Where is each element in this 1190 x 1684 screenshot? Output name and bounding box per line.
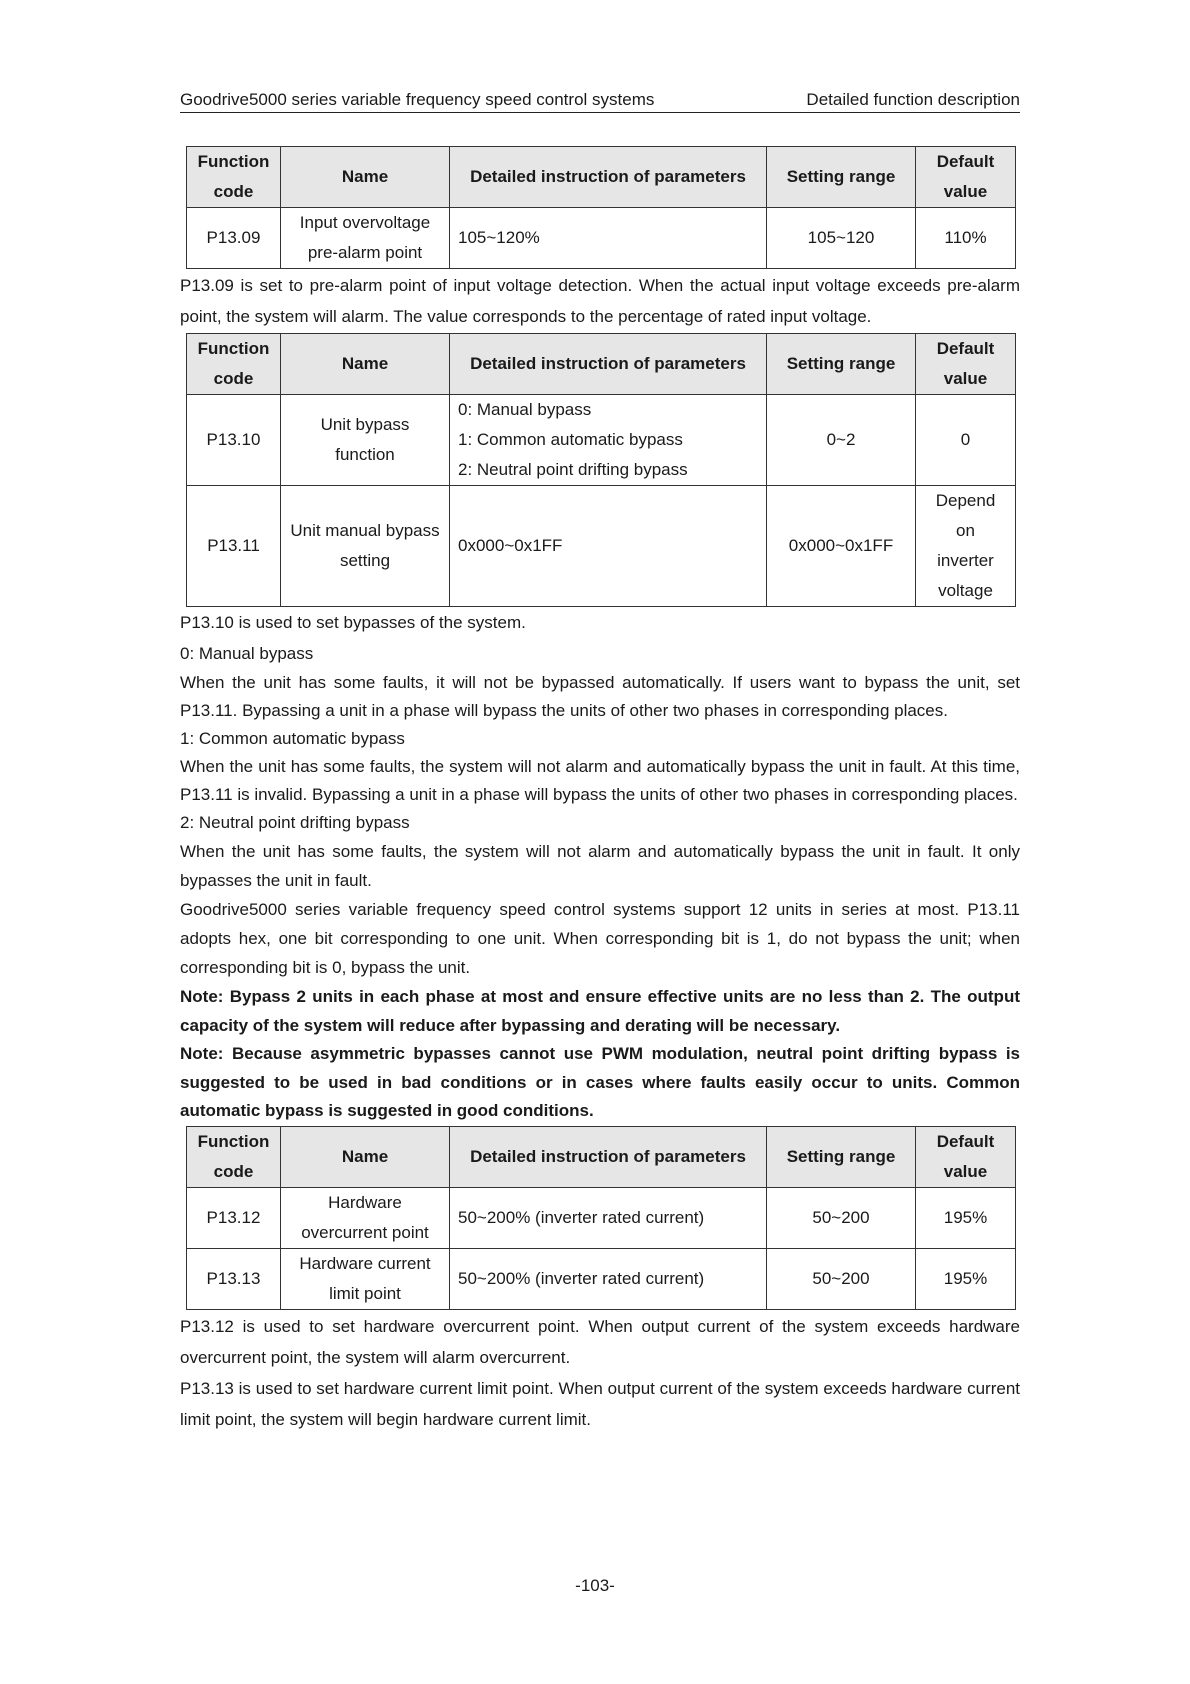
col-name: Name (281, 334, 450, 395)
col-range: Setting range (767, 147, 916, 208)
cell-name: Unit bypass function (281, 395, 450, 486)
note-paragraph: Note: Because asymmetric bypasses cannot use PWM modulation, neutral point drifting bypass is suggested to be used in bad conditions or in cases where faults easily occur to units. Common automatic bypass is suggested in good conditions. (180, 1044, 1020, 1120)
col-function-code: Function code (187, 1126, 281, 1187)
table-row (187, 486, 1016, 607)
cell-detail: 0: Manual bypass 1: Common automatic bypass 2: Neutral point drifting bypass (450, 395, 767, 486)
col-default: Default value (916, 334, 1016, 395)
table-row (187, 208, 1016, 269)
body-paragraph: Goodrive5000 series variable frequency speed control systems support 12 units in series at most. P13.11 adopts hex, one bit corresponding to one unit. When corresponding bit is 1, do not bypass the unit; when corresponding bit is 0, bypass the unit. (180, 900, 1020, 977)
paragraph-p13-09: P13.09 is set to pre-alarm point of input voltage detection. When the actual input voltage exceeds pre-alarm point, the system will alarm. The value corresponds to the percentage of rated input voltage. (180, 276, 1020, 326)
overcurrent-description (180, 1311, 1020, 1435)
param-table-p13-10 (186, 333, 1016, 607)
cell-code: P13.10 (187, 395, 281, 486)
cell-name: Unit manual bypass setting (281, 486, 450, 607)
col-range: Setting range (767, 334, 916, 395)
cell-default: 195% (916, 1187, 1016, 1248)
cell-code: P13.12 (187, 1187, 281, 1248)
body-paragraph: 0: Manual bypass (180, 643, 314, 663)
body-paragraph: 1: Common automatic bypass (180, 729, 405, 748)
col-detail: Detailed instruction of parameters (450, 147, 767, 208)
param-table-p13-09 (186, 146, 1016, 269)
cell-range: 0x000~0x1FF (767, 486, 916, 607)
bypass-description (180, 608, 1020, 1126)
col-default: Default value (916, 147, 1016, 208)
body-paragraph: When the unit has some faults, the system will not alarm and automatically bypass the unit in fault. At this time, P13.11 is invalid. Bypassing a unit in a phase will bypass the units of other two phases in corresponding places. (180, 757, 1020, 804)
cell-range: 105~120 (767, 208, 916, 269)
cell-detail: 0x000~0x1FF (450, 486, 767, 607)
table-header-row (187, 334, 1016, 395)
cell-default: Depend on inverter voltage (916, 486, 1016, 607)
page-number: -103- (575, 1576, 615, 1595)
table-row (187, 395, 1016, 486)
cell-name: Hardware overcurrent point (281, 1187, 450, 1248)
cell-default: 0 (916, 395, 1016, 486)
cell-detail: 50~200% (inverter rated current) (450, 1248, 767, 1309)
page (180, 90, 1020, 1435)
table-header-row (187, 147, 1016, 208)
col-detail: Detailed instruction of parameters (450, 334, 767, 395)
cell-detail: 105~120% (450, 208, 767, 269)
col-range: Setting range (767, 1126, 916, 1187)
header-left: Goodrive5000 series variable frequency speed control systems (180, 90, 655, 109)
body-paragraph: P13.13 is used to set hardware current limit point. When output current of the system exceeds hardware current limit point, the system will begin hardware current limit. (180, 1378, 1020, 1429)
header-right: Detailed function description (806, 90, 1020, 109)
note-paragraph: Note: Bypass 2 units in each phase at most and ensure effective units are no less than 2. The output capacity of the system will reduce after bypassing and derating will be necessary. (180, 987, 1020, 1035)
cell-range: 0~2 (767, 395, 916, 486)
cell-range: 50~200 (767, 1248, 916, 1309)
cell-range: 50~200 (767, 1187, 916, 1248)
cell-name: Input overvoltage pre-alarm point (281, 208, 450, 269)
col-default: Default value (916, 1126, 1016, 1187)
cell-detail: 50~200% (inverter rated current) (450, 1187, 767, 1248)
cell-code: P13.11 (187, 486, 281, 607)
cell-default: 110% (916, 208, 1016, 269)
table-header-row (187, 1126, 1016, 1187)
page-header (180, 90, 1020, 113)
table-row (187, 1187, 1016, 1248)
col-name: Name (281, 147, 450, 208)
table-row (187, 1248, 1016, 1309)
col-function-code: Function code (187, 147, 281, 208)
body-paragraph: P13.12 is used to set hardware overcurrent point. When output current of the system exceeds hardware overcurrent point, the system will alarm overcurrent. (180, 1316, 1020, 1367)
body-paragraph: When the unit has some faults, the system will not alarm and automatically bypass the unit in fault. It only bypasses the unit in fault. (180, 842, 1020, 890)
cell-name: Hardware current limit point (281, 1248, 450, 1309)
col-detail: Detailed instruction of parameters (450, 1126, 767, 1187)
body-paragraph: When the unit has some faults, it will not be bypassed automatically. If users want to bypass the unit, set P13.11. Bypassing a unit in a phase will bypass the units of other two phases in corresponding places. (180, 673, 1020, 720)
param-table-p13-12 (186, 1126, 1016, 1310)
cell-code: P13.09 (187, 208, 281, 269)
cell-default: 195% (916, 1248, 1016, 1309)
cell-code: P13.13 (187, 1248, 281, 1309)
body-paragraph: P13.10 is used to set bypasses of the system. (180, 613, 526, 632)
body-paragraph: 2: Neutral point drifting bypass (180, 813, 410, 832)
col-name: Name (281, 1126, 450, 1187)
col-function-code: Function code (187, 334, 281, 395)
